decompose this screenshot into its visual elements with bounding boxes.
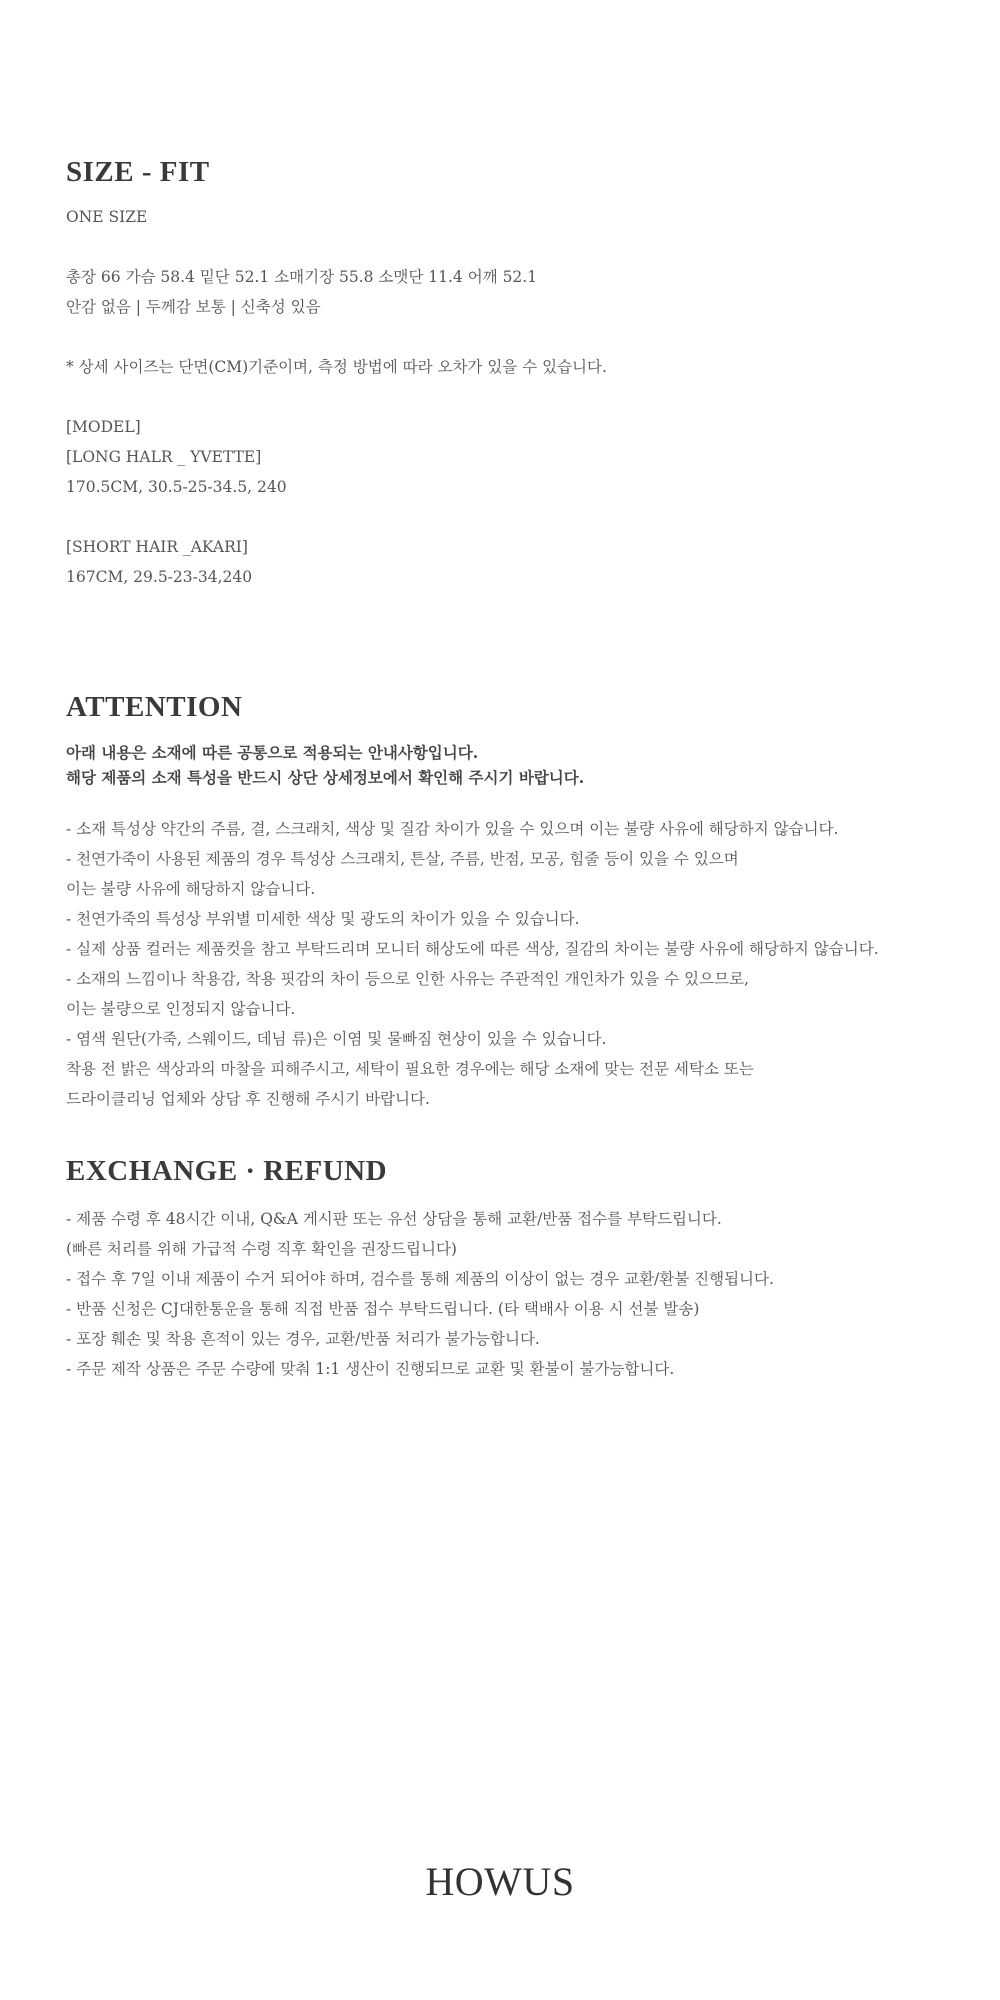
size-fit-lines (66, 202, 966, 592)
attention-line: - 실제 상품 컬러는 제품컷을 참고 부탁드리며 모니터 해상도에 따른 색상, 질감의 차이는 불량 사유에 해당하지 않습니다. (66, 940, 879, 958)
size-fit-line (66, 502, 966, 532)
attention-line: 이는 불량으로 인정되지 않습니다. (66, 1000, 296, 1018)
attention-intro (66, 740, 966, 790)
size-fit-line: [MODEL] (66, 418, 141, 436)
attention-line: - 천연가죽이 사용된 제품의 경우 특성상 스크래치, 튼살, 주름, 반점, 모공, 힘줄 등이 있을 수 있으며 (66, 850, 739, 868)
exchange-refund-line: (빠른 처리를 위해 가급적 수령 직후 확인을 권장드립니다) (66, 1240, 457, 1258)
exchange-refund-line: - 포장 훼손 및 착용 흔적이 있는 경우, 교환/반품 처리가 불가능합니다. (66, 1330, 540, 1348)
size-fit-section (66, 158, 966, 592)
attention-line: 착용 전 밝은 색상과의 마찰을 피해주시고, 세탁이 필요한 경우에는 해당 소재에 맞는 전문 세탁소 또는 (66, 1060, 754, 1078)
size-fit-line (66, 232, 966, 262)
size-fit-line: ONE SIZE (66, 208, 148, 226)
attention-intro-line: 해당 제품의 소재 특성을 반드시 상단 상세정보에서 확인해 주시기 바랍니다. (66, 768, 585, 787)
size-fit-line: 안감 없음 | 두께감 보통 | 신축성 있음 (66, 298, 321, 316)
attention-intro-line: 아래 내용은 소재에 따른 공통으로 적용되는 안내사항입니다. (66, 743, 479, 762)
exchange-refund-line: - 주문 제작 상품은 주문 수량에 맞춰 1:1 생산이 진행되므로 교환 및 환불이 불가능합니다. (66, 1360, 675, 1378)
exchange-refund-section (66, 1157, 966, 1384)
exchange-refund-line: - 접수 후 7일 이내 제품이 수거 되어야 하며, 검수를 통해 제품의 이상이 없는 경우 교환/환불 진행됩니다. (66, 1270, 774, 1288)
attention-lines (66, 814, 966, 1114)
size-fit-line (66, 382, 966, 412)
size-fit-line: 167CM, 29.5-23-34,240 (66, 568, 253, 586)
attention-line: - 천연가죽의 특성상 부위별 미세한 색상 및 광도의 차이가 있을 수 있습니다. (66, 910, 580, 928)
attention-line: 이는 불량 사유에 해당하지 않습니다. (66, 880, 316, 898)
attention-line: - 소재 특성상 약간의 주름, 결, 스크래치, 색상 및 질감 차이가 있을 수 있으며 이는 불량 사유에 해당하지 않습니다. (66, 820, 839, 838)
exchange-refund-title: EXCHANGE · REFUND (66, 1155, 388, 1187)
attention-title: ATTENTION (66, 691, 243, 723)
size-fit-line: * 상세 사이즈는 단면(CM)기준이며, 측정 방법에 따라 오차가 있을 수 있습니다. (66, 358, 607, 376)
size-fit-line: [SHORT HAIR _AKARI] (66, 538, 248, 556)
size-fit-line: 170.5CM, 30.5-25-34.5, 240 (66, 478, 287, 496)
attention-line: - 염색 원단(가죽, 스웨이드, 데님 류)은 이염 및 물빠짐 현상이 있을 수 있습니다. (66, 1030, 607, 1048)
brand-logo: HOWUS (425, 1859, 575, 1904)
attention-section (66, 693, 966, 1114)
size-fit-title: SIZE - FIT (66, 156, 210, 188)
size-fit-line: 총장 66 가슴 58.4 밑단 52.1 소매기장 55.8 소맷단 11.4 어깨 52.1 (66, 268, 538, 286)
attention-line: 드라이클리닝 업체와 상담 후 진행해 주시기 바랍니다. (66, 1090, 430, 1108)
exchange-refund-line: - 제품 수령 후 48시간 이내, Q&A 게시판 또는 유선 상담을 통해 교환/반품 접수를 부탁드립니다. (66, 1210, 722, 1228)
exchange-refund-line: - 반품 신청은 CJ대한통운을 통해 직접 반품 접수 부탁드립니다. (타 택배사 이용 시 선불 발송) (66, 1300, 700, 1318)
size-fit-line: [LONG HALR _ YVETTE] (66, 448, 262, 466)
attention-line: - 소재의 느낌이나 착용감, 착용 핏감의 차이 등으로 인한 사유는 주관적인 개인차가 있을 수 있으므로, (66, 970, 749, 988)
size-fit-line (66, 322, 966, 352)
exchange-refund-lines (66, 1204, 966, 1384)
